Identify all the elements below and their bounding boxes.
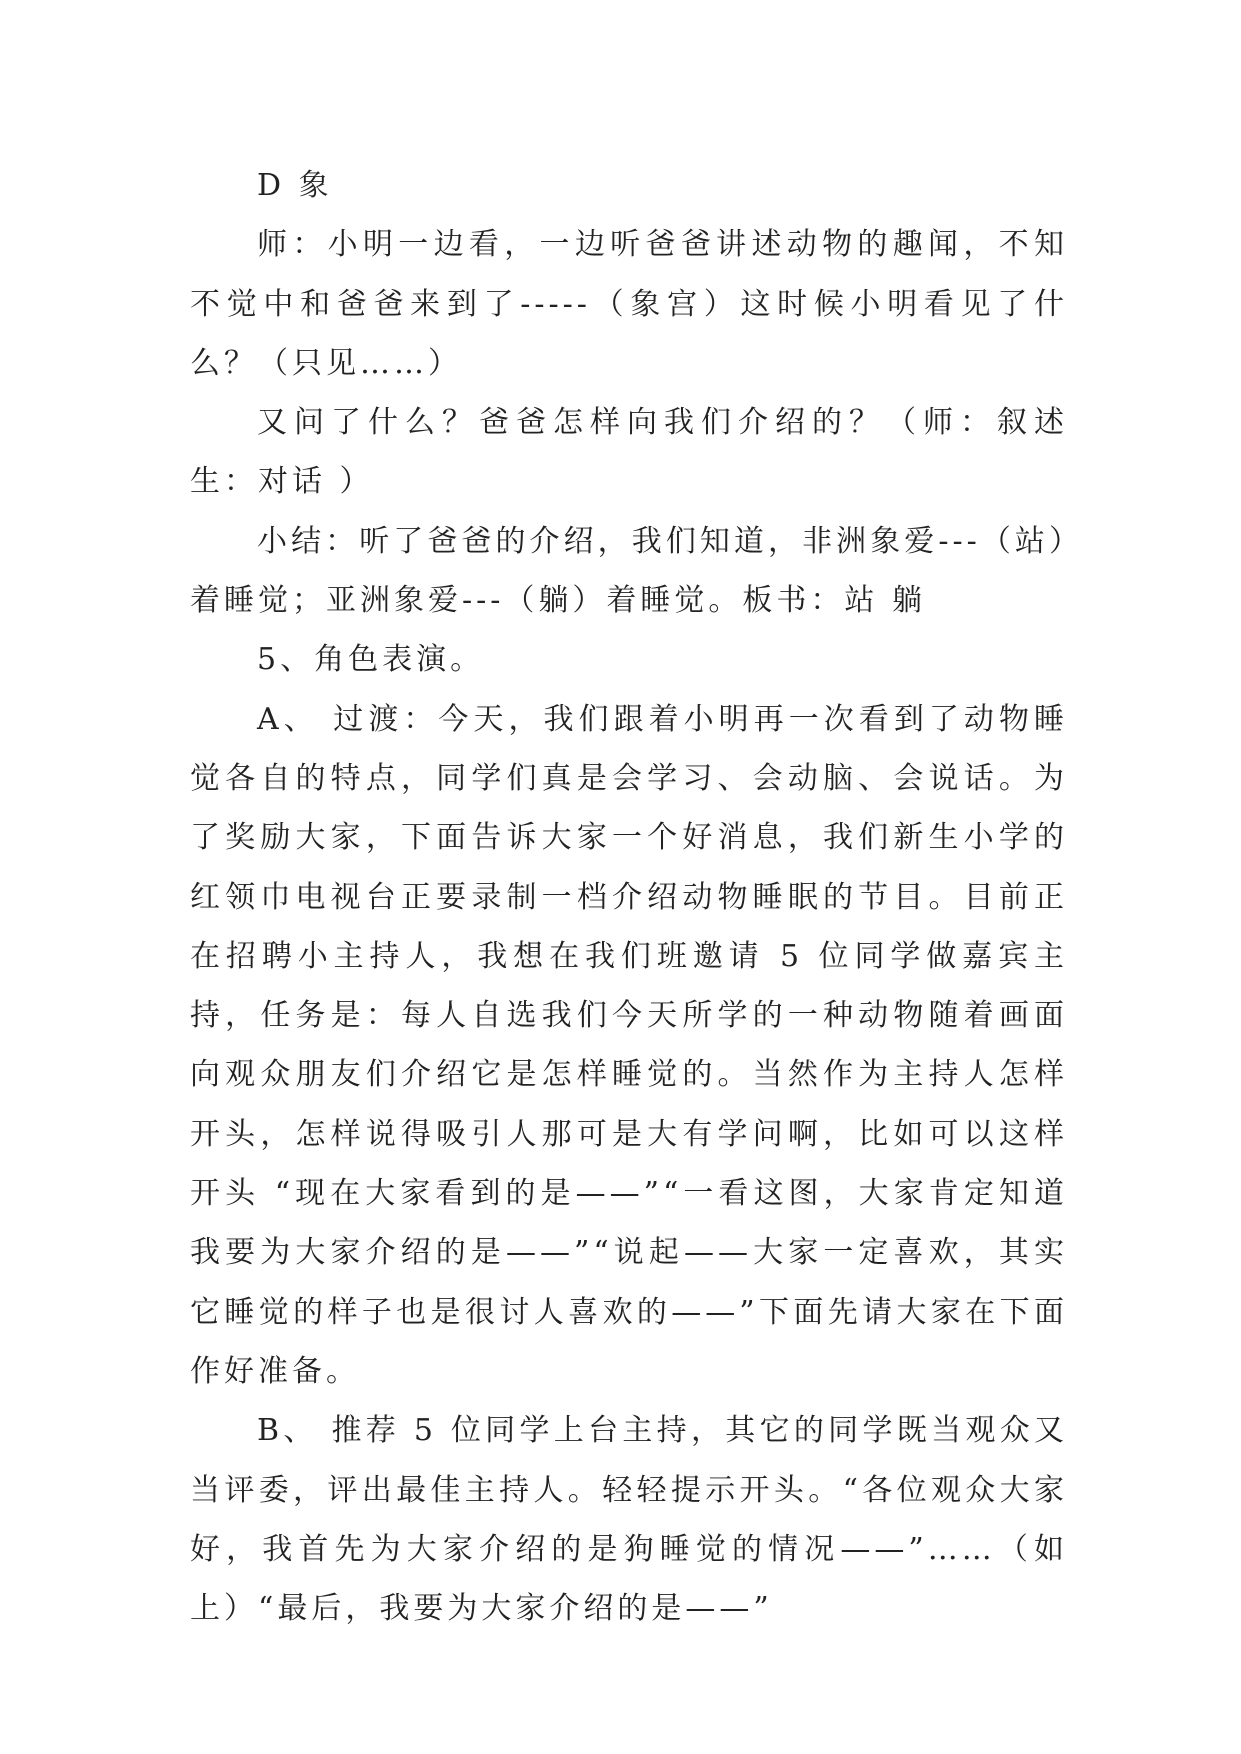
paragraph-teacher-elephant-palace: 师：小明一边看，一边听爸爸讲述动物的趣闻，不知不觉中和爸爸来到了-----（象宫）这时候小明看见了什么？（只见……） xyxy=(190,227,1068,381)
paragraph-recommend-hosts: B、 推荐 5 位同学上台主持，其它的同学既当观众又当评委，评出最佳主持人。轻轻提示开头。“各位观众大家好，我首先为大家介绍的是狗睡觉的情况——”……（如上）“最后，我要为大家介绍的是——” xyxy=(190,1413,1068,1627)
paragraph-question-dialogue: 又问了什么？爸爸怎样向我们介绍的？（师：叙述 生：对话 ） xyxy=(190,405,1068,500)
paragraph-option-d: D 象 xyxy=(257,168,333,203)
paragraph-role-play-heading: 5、角色表演。 xyxy=(257,642,485,678)
paragraph-transition: A、 过渡：今天，我们跟着小明再一次看到了动物睡觉各自的特点，同学们真是会学习、会动脑、会说话。为了奖励大家，下面告诉大家一个好消息，我们新生小学的红领巾电视台正要录制一档介绍动物睡眠的节目。目前正在招聘小主持人，我想在我们班邀请 5 位同学做嘉宾主持，任务是：每人自选我们今天所学的一种动物随着画面向观众朋友们介绍它是怎样睡觉的。当然作为主持人怎样开头，怎样说得吸引人那可是大有学问啊，比如可以这样开头 “现在大家看到的是——”“一看这图，大家肯定知道我要为大家介绍的是——”“说起——大家一定喜欢，其实它睡觉的样子也是很讨人喜欢的——”下面先请大家在下面作好准备。 xyxy=(190,701,1068,1389)
document-body xyxy=(190,156,1068,1638)
paragraph-summary: 小结：听了爸爸的介绍，我们知道，非洲象爱---（站）着睡觉；亚洲象爱---（躺）着睡觉。板书：站 躺 xyxy=(190,523,1068,619)
